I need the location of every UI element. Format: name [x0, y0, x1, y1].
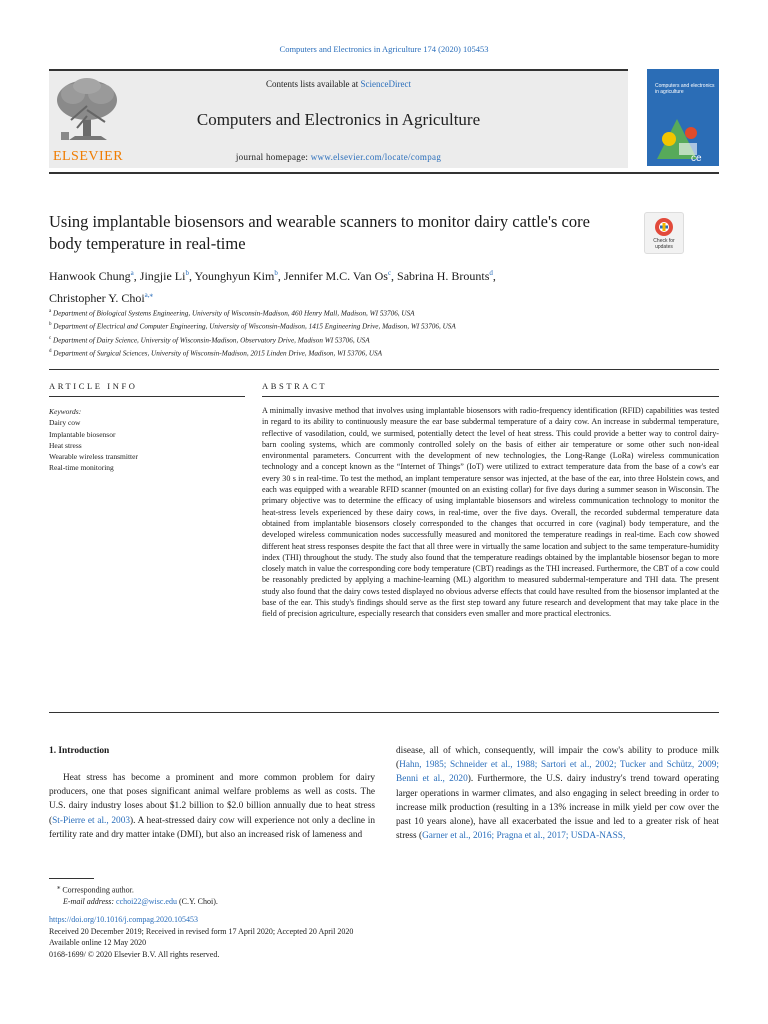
contents-prefix: Contents lists available at: [266, 79, 361, 89]
homepage-line: [49, 152, 628, 162]
affiliation-key: d: [49, 349, 52, 355]
author-affiliation-mark[interactable]: c: [387, 269, 392, 277]
cover-title: Computers and electronics in agriculture: [655, 83, 715, 95]
abstract-text: A minimally invasive method that involves using implantable biosensors with radio-frequency identification (RFID) capabilities was tested in regard to its ability to continuously measure the ear base subdermal temperature of a dairy cow. An increase in subdermal temperature, reflective of vasodilation, could, we surmised, potentially detect the level of heat stress. This could provide a better way to control dairy-barn cooling systems, which are commonly controlled solely on the basis of either air temperature or some other such non-ideal environmental parameters. Concurrent with the development of new technologies, the Long-Range (LoRa) wireless communication technology and a concept known as the “Internet of Things” (IoT) were utilized to extract temperature data from the base of a cow's ear every 30 s in real-time. To test the method, an implant temperature sensor was injected, at the base of the ear, into three Holstein cows, and each was equipped with a wearable RFID scanner (mounted on an existing collar) for five days during a summer season in Wisconsin. The primary objective was to determine the efficacy of using implantable biosensors and wireless communication technology to monitor the heat-stress levels experienced by these dairy cows, in real-time, over the five days. Overall, the recorded subdermal temperature data obtained from implantable biosensors closely corresponded to the changes that occurred in core (vaginal) body temperature, and the developed wireless communication nodes successfully measured and monitored the temperature readings in real-time. Each cow showed different heat stress responses despite the fact that all three were in virtually the same location and subject to the same temperature-humidity index (THI) throughout the study. The study also found that the temperature readings obtained by the implantable biosensor began to more closely match in value the corresponding core body temperature (CBT) readings as the THI increased. Furthermore, the CBT of a cow could be reasonably predicted by applying a machine-learning (ML) algorithm to measured subdermal-temperature and THI data. The present study also found that the dairy cows tested displayed no obvious adverse effects that could have resulted from the biosensor implanted at the base of the ear. This study's findings should serve as the first step toward any future research and development that may take place in the field of precision agriculture, especially research that considers even smaller and more practical electronics.: [262, 406, 719, 619]
section-heading-introduction: 1. Introduction: [49, 746, 110, 756]
corresponding-mark: ⁎: [57, 884, 61, 891]
affiliation-text: Department of Electrical and Computer Engineering, University of Wisconsin-Madison, 1415 Engineering Drive, Madison, WI 53706, USA: [53, 322, 456, 331]
journal-cover-thumbnail[interactable]: [647, 69, 719, 166]
homepage-link[interactable]: www.elsevier.com/locate/compag: [310, 152, 442, 162]
affiliation-item: [49, 346, 689, 359]
article-title: Using implantable biosensors and wearable scanners to monitor dairy cattle's core body temperature in real-time: [49, 212, 590, 253]
elsevier-wordmark: ELSEVIER: [52, 149, 124, 164]
affiliation-item: [49, 319, 689, 332]
corresponding-author-footnote: [49, 882, 449, 908]
intro-text: ). Furthermore, the U.S. dairy industry's trend toward operating larger operations in warmer climates, and also engaging in select breeding in order to increase milk production (resulting in a 13% increase in milk yield per cow over the past 10 years alone), have all exacerbated the issue and led to a greater risk of heat stress (: [396, 774, 719, 842]
journal-name: Computers and Electronics in Agriculture: [196, 110, 481, 129]
keywords-label: Keywords:: [49, 407, 82, 416]
doi-block: [49, 914, 549, 960]
email-link[interactable]: cchoi22@wisc.edu: [116, 897, 177, 907]
keyword-item: Dairy cow: [49, 418, 81, 428]
citation-link[interactable]: Hahn, 1985; Schneider et al., 1988; Sartori et al., 2002; Tucker and Schütz, 2009; Benni et al., 2020: [396, 760, 719, 785]
affiliation-text: Department of Surgical Sciences, University of Wisconsin-Madison, 2015 Linden Drive, Madison, WI 53706, USA: [53, 349, 383, 358]
abstract-label: ABSTRACT: [262, 381, 328, 391]
author-affiliation-mark[interactable]: b: [185, 269, 189, 277]
crossmark-badge[interactable]: [644, 212, 684, 254]
author-name[interactable]: Sabrina H. Brounts: [397, 269, 490, 283]
affiliation-key: b: [49, 322, 52, 328]
keyword-item: Heat stress: [49, 440, 82, 450]
author-name[interactable]: Christopher Y. Choi: [49, 291, 145, 305]
affiliation-item: [49, 306, 689, 319]
article-info-rule: [49, 396, 245, 397]
affiliation-text: Department of Dairy Science, University of Wisconsin-Madison, Observatory Drive, Madison WI 53706, USA: [53, 336, 370, 345]
author-name[interactable]: Jingjie Li: [139, 269, 186, 283]
author-affiliation-mark[interactable]: d: [489, 269, 493, 277]
keywords-block: [49, 406, 249, 474]
affiliation-text: Department of Biological Systems Engineering, University of Wisconsin-Madison, 460 Henry Mall, Madison, WI 53706, USA: [53, 309, 415, 318]
sciencedirect-link[interactable]: ScienceDirect: [360, 79, 411, 89]
received-dates: Received 20 December 2019; Received in revised form 17 April 2020; Accepted 20 April 2020: [49, 926, 354, 936]
article-info-label: ARTICLE INFO: [49, 381, 138, 391]
affiliations: [49, 306, 689, 360]
keyword-item: Real-time monitoring: [49, 463, 114, 473]
copyright: 0168-1699/ © 2020 Elsevier B.V. All rights reserved.: [49, 949, 220, 959]
intro-paragraph-right: [396, 744, 719, 843]
corresponding-label: Corresponding author.: [60, 885, 134, 895]
intro-text: Heat stress has become a prominent and more common problem for dairy producers, one that poses significant animal welfare problems as well as costs. The U.S. dairy industry loses about $1.2 billion to $2.0 billion annually due to heat stress (: [49, 773, 375, 826]
header-rule: [49, 172, 719, 174]
author-affiliation-mark[interactable]: a,⁎: [144, 291, 154, 299]
intro-text: disease, all of which, consequently, will impair the cow's ability to produce milk (: [396, 746, 719, 771]
author-affiliation-mark[interactable]: a: [130, 269, 134, 277]
keyword-item: Wearable wireless transmitter: [49, 452, 138, 462]
author-name[interactable]: Jennifer M.C. Van Os: [283, 269, 388, 283]
author-name[interactable]: Hanwook Chung: [49, 269, 131, 283]
email-label: E-mail address:: [63, 897, 117, 907]
affiliation-item: [49, 333, 689, 346]
citation-link[interactable]: St-Pierre et al., 2003: [52, 815, 130, 826]
intro-paragraph-left: [49, 771, 375, 842]
homepage-prefix: journal homepage:: [235, 152, 311, 162]
available-online: Available online 12 May 2020: [49, 938, 147, 947]
affiliation-key: a: [49, 309, 52, 314]
citation-link[interactable]: Garner et al., 2016; Pragna et al., 2017; USDA-NASS,: [422, 831, 626, 842]
footnote-rule: [49, 878, 94, 879]
abstract-rule: [262, 396, 719, 397]
intro-text: ). A heat-stressed dairy cow will experience not only a decline in fertility rate and dry matter intake (DMI), but also an increased risk of lameness and: [49, 815, 376, 840]
crossmark-label: Check for updates: [653, 238, 675, 250]
section-divider: [49, 369, 719, 370]
svg-text:ce: ce: [691, 153, 702, 164]
journal-citation[interactable]: Computers and Electronics in Agriculture 174 (2020) 105453: [279, 44, 489, 54]
author-affiliation-mark[interactable]: b: [274, 269, 278, 277]
doi-link[interactable]: https://doi.org/10.1016/j.compag.2020.105453: [49, 915, 198, 924]
abstract-end-rule: [49, 712, 719, 713]
author-name[interactable]: Younghyun Kim: [194, 269, 275, 283]
contents-line: [49, 79, 628, 89]
affiliation-key: c: [49, 335, 52, 341]
keyword-item: Implantable biosensor: [49, 429, 116, 439]
crossmark-icon: [654, 217, 674, 237]
email-suffix: (C.Y. Choi).: [176, 897, 218, 907]
author-list: Hanwook Chung$^a$, Jingjie Li$^b$, Younghyun Kim$^b$, Jennifer M.C. Van Os$^c$, Sabrina H. Brounts$^d$, Christopher Y. Choi$^{a,⁎}$: [49, 269, 496, 305]
